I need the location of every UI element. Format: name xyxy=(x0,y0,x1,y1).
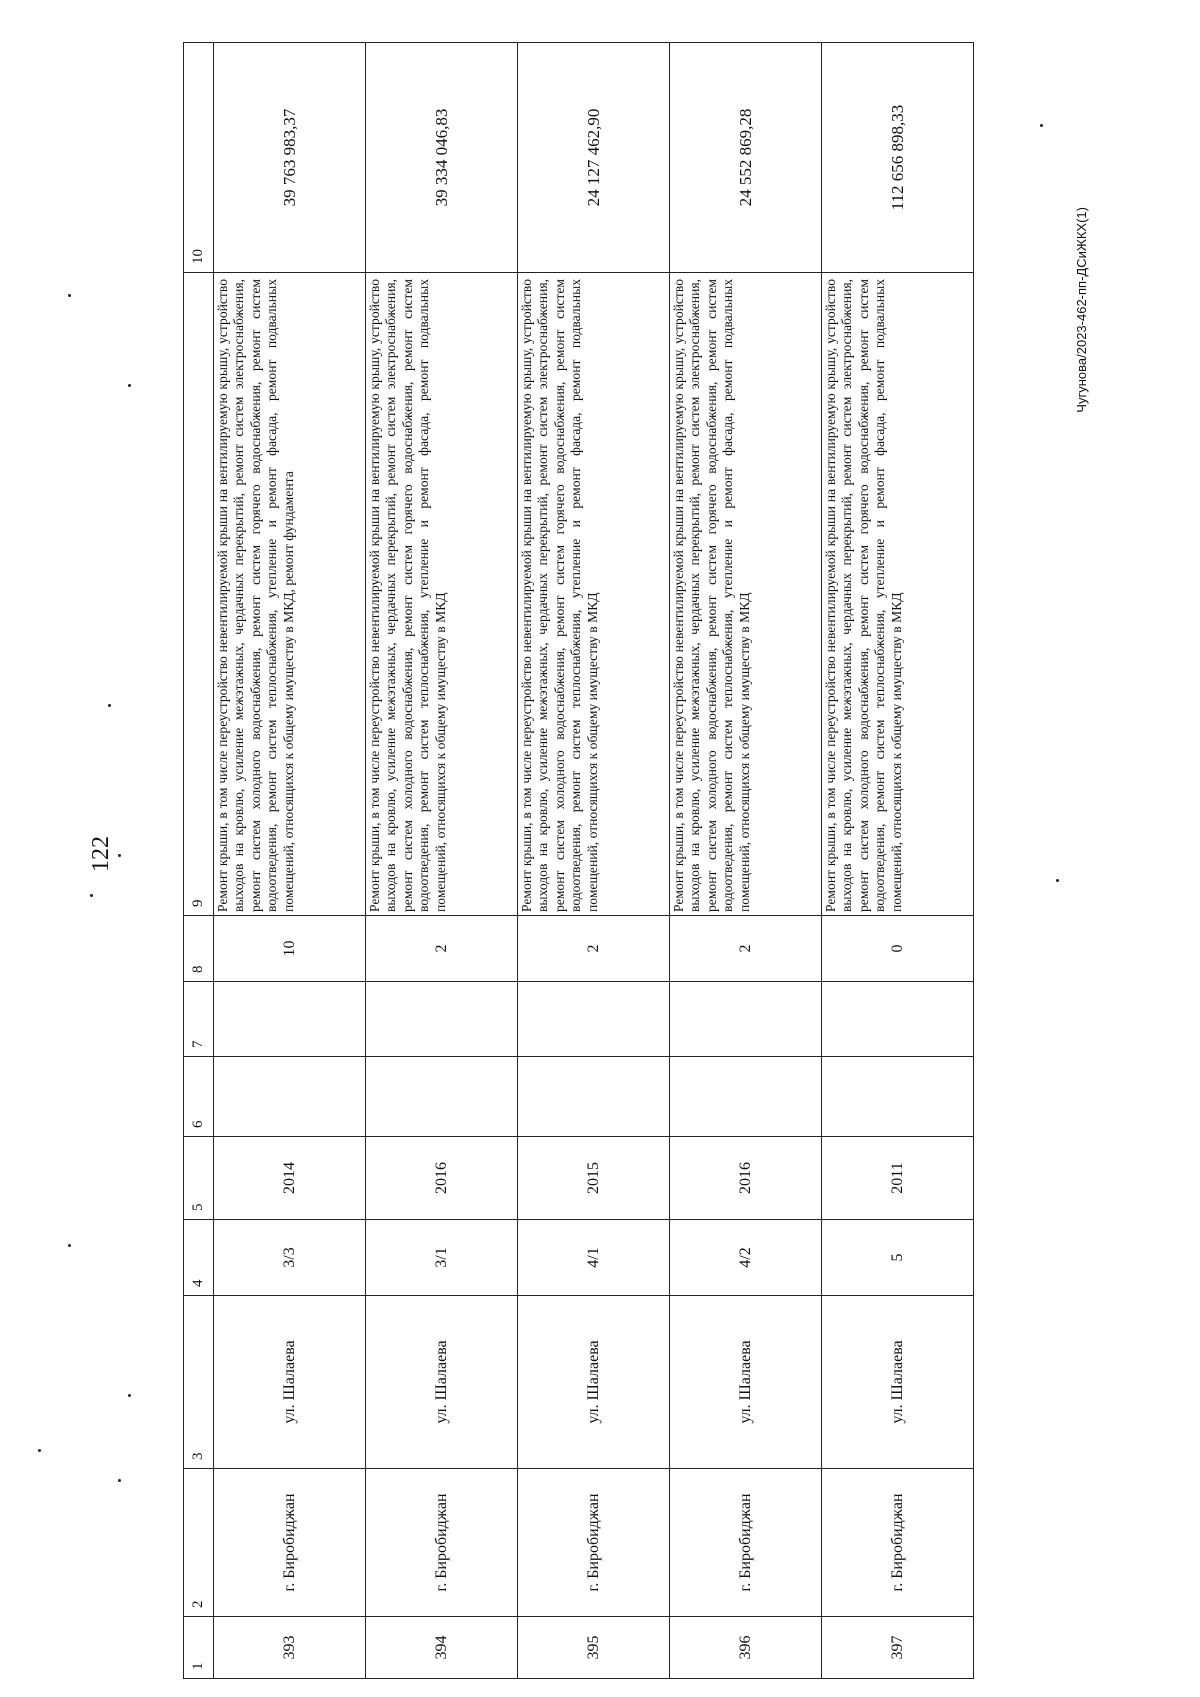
column-7-cell xyxy=(214,982,366,1057)
house-cell: 5 xyxy=(822,1220,974,1296)
column-header: 10 xyxy=(184,43,214,273)
table-row xyxy=(366,43,518,1679)
amount-cell: 39 334 046,83 xyxy=(366,43,518,273)
row-number: 394 xyxy=(366,1617,518,1679)
table-header xyxy=(184,43,214,1679)
works-cell: Ремонт крыши, в том числе переустройство невентилируемой крыши на вентилируемую крышу, устройство выходов на кровлю, усиление межэтажных, чердачных перекрытий, ремонт систем электроснабжения, ремонт систем холодного водоснабжения, ремонт систем горячего водоснабжения, ремонт систем водоотведения, ремонт систем теплоснабжения, утепление и ремонт фасада, ремонт подвальных помещений, относящихся к общему имуществу в МКД xyxy=(670,273,822,916)
column-header: 4 xyxy=(184,1220,214,1296)
column-8-cell: 10 xyxy=(214,916,366,982)
street-cell: ул. Шалаева xyxy=(670,1296,822,1469)
column-7-cell xyxy=(518,982,670,1057)
column-7-cell xyxy=(670,982,822,1057)
page-number: 122 xyxy=(88,836,114,872)
table-row xyxy=(822,43,974,1679)
row-number: 393 xyxy=(214,1617,366,1679)
column-8-cell: 2 xyxy=(670,916,822,982)
document-code: Чугунова/2023-462-пп-ДСиЖКХ(1) xyxy=(1074,207,1089,413)
register-table xyxy=(183,42,974,1679)
works-cell: Ремонт крыши, в том числе переустройство невентилируемой крыши на вентилируемую крышу, устройство выходов на кровлю, усиление межэтажных, чердачных перекрытий, ремонт систем электроснабжения, ремонт систем холодного водоснабжения, ремонт систем горячего водоснабжения, ремонт систем водоотведения, ремонт систем теплоснабжения, утепление и ремонт фасада, ремонт подвальных помещений, относящихся к общему имуществу в МКД xyxy=(518,273,670,916)
row-number: 395 xyxy=(518,1617,670,1679)
column-7-cell xyxy=(822,982,974,1057)
house-cell: 3/1 xyxy=(366,1220,518,1296)
city-cell: г. Биробиджан xyxy=(822,1469,974,1617)
column-header: 6 xyxy=(184,1057,214,1137)
amount-cell: 112 656 898,33 xyxy=(822,43,974,273)
street-cell: ул. Шалаева xyxy=(822,1296,974,1469)
city-cell: г. Биробиджан xyxy=(518,1469,670,1617)
house-cell: 4/1 xyxy=(518,1220,670,1296)
column-6-cell xyxy=(518,1057,670,1137)
header-row xyxy=(184,43,214,1679)
column-8-cell: 0 xyxy=(822,916,974,982)
street-cell: ул. Шалаева xyxy=(214,1296,366,1469)
amount-cell: 39 763 983,37 xyxy=(214,43,366,273)
amount-cell: 24 127 462,90 xyxy=(518,43,670,273)
column-8-cell: 2 xyxy=(518,916,670,982)
scan-speck xyxy=(128,384,131,387)
scan-speck xyxy=(118,1479,121,1482)
scan-speck xyxy=(128,1394,131,1397)
amount-cell: 24 552 869,28 xyxy=(670,43,822,273)
scan-speck xyxy=(38,1449,41,1452)
scan-speck xyxy=(68,1244,71,1247)
year-cell: 2014 xyxy=(214,1137,366,1220)
works-cell: Ремонт крыши, в том числе переустройство невентилируемой крыши на вентилируемую крышу, устройство выходов на кровлю, усиление межэтажных, чердачных перекрытий, ремонт систем электроснабжения, ремонт систем холодного водоснабжения, ремонт систем горячего водоснабжения, ремонт систем водоотведения, ремонт систем теплоснабжения, утепление и ремонт фасада, ремонт подвальных помещений, относящихся к общему имуществу в МКД xyxy=(366,273,518,916)
table-row xyxy=(670,43,822,1679)
column-6-cell xyxy=(670,1057,822,1137)
house-cell: 4/2 xyxy=(670,1220,822,1296)
column-header: 7 xyxy=(184,982,214,1057)
column-header: 3 xyxy=(184,1296,214,1469)
scan-speck xyxy=(1040,124,1043,127)
year-cell: 2011 xyxy=(822,1137,974,1220)
city-cell: г. Биробиджан xyxy=(214,1469,366,1617)
street-cell: ул. Шалаева xyxy=(518,1296,670,1469)
scan-speck xyxy=(118,854,121,857)
column-6-cell xyxy=(366,1057,518,1137)
row-number: 396 xyxy=(670,1617,822,1679)
year-cell: 2016 xyxy=(670,1137,822,1220)
column-8-cell: 2 xyxy=(366,916,518,982)
column-header: 8 xyxy=(184,916,214,982)
scan-speck xyxy=(90,894,93,897)
year-cell: 2015 xyxy=(518,1137,670,1220)
row-number: 397 xyxy=(822,1617,974,1679)
table-body xyxy=(214,43,974,1679)
scan-speck xyxy=(1056,879,1059,882)
house-cell: 3/3 xyxy=(214,1220,366,1296)
table-row xyxy=(518,43,670,1679)
scan-speck xyxy=(108,704,111,707)
year-cell: 2016 xyxy=(366,1137,518,1220)
city-cell: г. Биробиджан xyxy=(366,1469,518,1617)
column-7-cell xyxy=(366,982,518,1057)
city-cell: г. Биробиджан xyxy=(670,1469,822,1617)
column-6-cell xyxy=(822,1057,974,1137)
scan-speck xyxy=(68,294,71,297)
column-header: 9 xyxy=(184,273,214,916)
works-cell: Ремонт крыши, в том числе переустройство невентилируемой крыши на вентилируемую крышу, устройство выходов на кровлю, усиление межэтажных, чердачных перекрытий, ремонт систем электроснабжения, ремонт систем холодного водоснабжения, ремонт систем горячего водоснабжения, ремонт систем водоотведения, ремонт систем теплоснабжения, утепление и ремонт фасада, ремонт подвальных помещений, относящихся к общему имуществу в МКД xyxy=(822,273,974,916)
table-row xyxy=(214,43,366,1679)
column-header: 2 xyxy=(184,1469,214,1617)
column-6-cell xyxy=(214,1057,366,1137)
column-header: 1 xyxy=(184,1617,214,1679)
street-cell: ул. Шалаева xyxy=(366,1296,518,1469)
works-cell: Ремонт крыши, в том числе переустройство невентилируемой крыши на вентилируемую крышу, устройство выходов на кровлю, усиление межэтажных, чердачных перекрытий, ремонт систем электроснабжения, ремонт систем холодного водоснабжения, ремонт систем горячего водоснабжения, ремонт систем водоотведения, ремонт систем теплоснабжения, утепление и ремонт фасада, ремонт подвальных помещений, относящихся к общему имуществу в МКД, ремонт фундамента xyxy=(214,273,366,916)
column-header: 5 xyxy=(184,1137,214,1220)
